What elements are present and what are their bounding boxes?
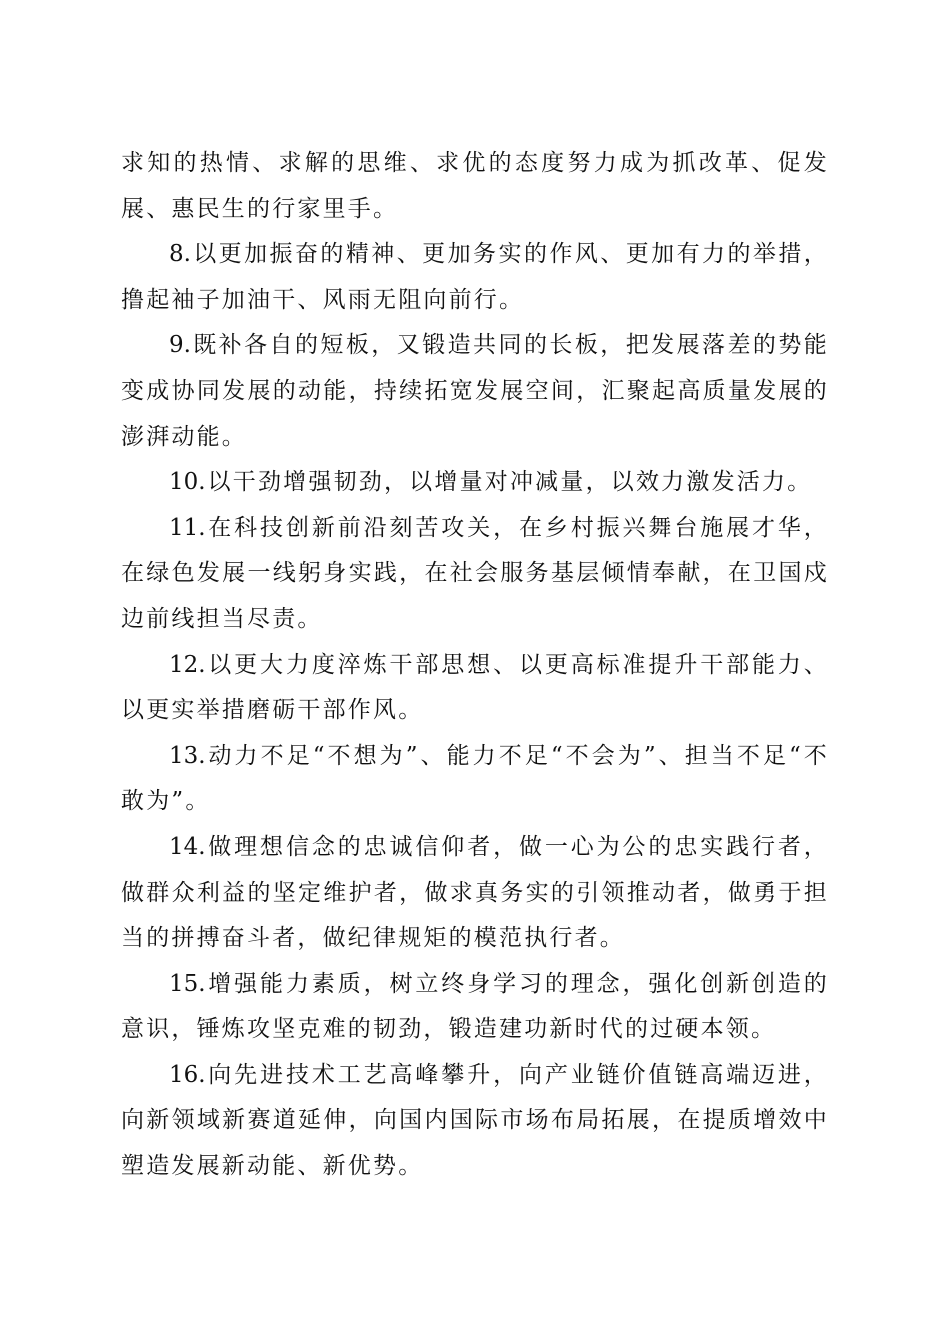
paragraph-text: 向先进技术工艺高峰攀升，向产业链价值链高端迈进，向新领域新赛道延伸，向国内国际市场布局拓展，在提质增效中塑造发展新动能、新优势。 <box>121 1061 829 1180</box>
item-number: 9. <box>169 332 191 359</box>
paragraph-text: 增强能力素质，树立终身学习的理念，强化创新创造的意识，锤炼攻坚克难的韧劲，锻造建功新时代的过硬本领。 <box>121 970 829 1043</box>
item-number: 12. <box>169 651 206 678</box>
list-item-11 <box>121 506 829 643</box>
paragraph-text: 既补各自的短板，又锻造共同的长板，把发展落差的势能变成协同发展的动能，持续拓宽发展空间，汇聚起高质量发展的澎湃动能。 <box>121 332 829 450</box>
list-item-8 <box>121 232 829 323</box>
list-item-14 <box>121 825 829 962</box>
list-item-13 <box>121 734 829 825</box>
list-item-16 <box>121 1053 829 1190</box>
item-number: 11. <box>169 514 206 541</box>
item-number: 8. <box>169 241 191 268</box>
item-number: 14. <box>169 833 206 860</box>
paragraph-text: 以更大力度淬炼干部思想、以更高标准提升干部能力、以更实举措磨砺干部作风。 <box>121 651 829 724</box>
paragraph-text: 动力不足“不想为”、能力不足“不会为”、担当不足“不敢为”。 <box>121 742 829 815</box>
paragraph-text: 做理想信念的忠诚信仰者，做一心为公的忠实践行者，做群众利益的坚定维护者，做求真务实的引领推动者，做勇于担当的拼搏奋斗者，做纪律规矩的模范执行者。 <box>121 833 829 952</box>
paragraph-text: 以干劲增强韧劲，以增量对冲减量，以效力激发活力。 <box>207 469 813 496</box>
paragraph-continuation <box>121 141 829 232</box>
document-body <box>121 141 829 1190</box>
paragraph-text: 以更加振奋的精神、更加务实的作风、更加有力的举措，撸起袖子加油干、风雨无阻向前行。 <box>121 241 829 313</box>
item-number: 13. <box>169 742 206 769</box>
paragraph-text: 在科技创新前沿刻苦攻关，在乡村振兴舞台施展才华，在绿色发展一线躬身实践，在社会服务基层倾情奉献，在卫国戍边前线担当尽责。 <box>121 514 829 632</box>
list-item-12 <box>121 643 829 734</box>
item-number: 16. <box>169 1061 206 1088</box>
list-item-10 <box>121 460 829 506</box>
list-item-15 <box>121 962 829 1053</box>
item-number: 15. <box>169 970 206 997</box>
list-item-9 <box>121 323 829 460</box>
item-number: 10. <box>169 469 206 496</box>
paragraph-text: 求知的热情、求解的思维、求优的态度努力成为抓改革、促发展、惠民生的行家里手。 <box>121 150 829 222</box>
